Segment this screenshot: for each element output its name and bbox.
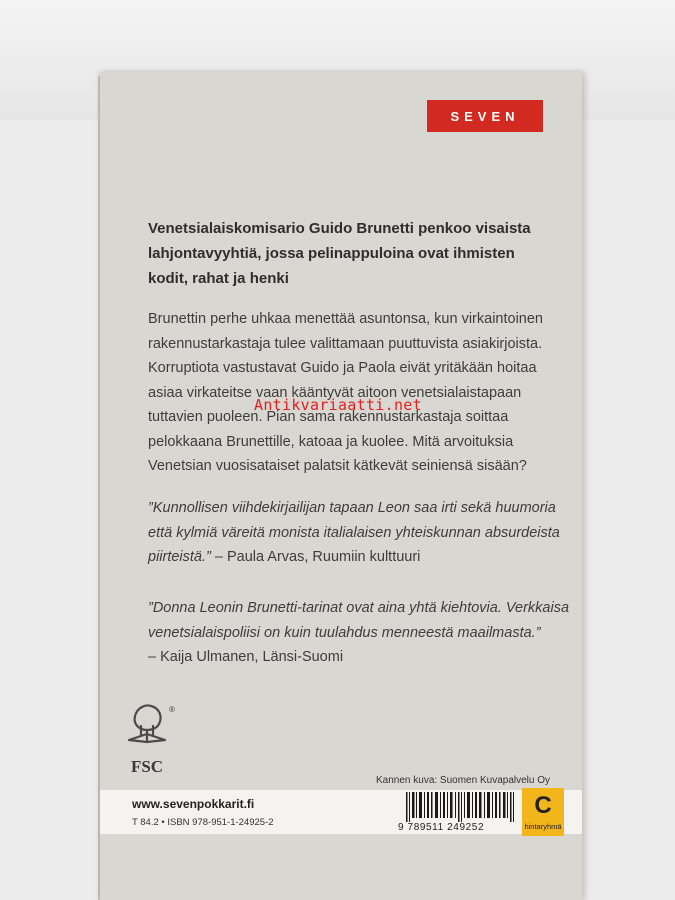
blurb-line: Korruptiota vastustavat Guido ja Paola eivät yritäkään hoitaa bbox=[148, 360, 537, 376]
review-quote-1 bbox=[148, 496, 558, 570]
fsc-text: FSC bbox=[130, 757, 164, 776]
quote-line: piirteistä.” bbox=[148, 549, 211, 565]
publisher-logo: SEVEN bbox=[427, 100, 543, 132]
quote-source: – Paula Arvas, Ruumiin kulttuuri bbox=[210, 549, 421, 565]
quote-line: venetsialaispoliisi on kuin tuulahdus menneestä maailmasta.” bbox=[148, 624, 541, 641]
lead-line: kodit, rahat ja henki bbox=[148, 270, 289, 287]
blurb-line: pelokkaana Brunettille, katoaa ja kuolee. Mitä arvoituksia bbox=[148, 433, 514, 450]
blurb-line: Brunettin perhe uhkaa menettää asuntonsa, kun virkaintoinen bbox=[148, 311, 543, 327]
blurb-line: rakennustarkastaja tulee valittamaan puuttuvista asiakirjoista. bbox=[148, 335, 543, 352]
lead-line: lahjontavyyhtiä, jossa pelinappuloina ovat ihmisten bbox=[148, 245, 515, 262]
lead-paragraph bbox=[148, 216, 548, 291]
website-link: www.sevenpokkarit.fi bbox=[132, 797, 255, 811]
barcode-icon bbox=[404, 792, 516, 822]
quote-line: ”Kunnollisen viihdekirjailijan tapaan Leon saa irti sekä huumoria bbox=[148, 500, 556, 516]
blurb-line: tuttavien puoleen. Pian sama rakennustarkastaja soittaa bbox=[148, 409, 509, 425]
quote-source: – Kaija Ulmanen, Länsi-Suomi bbox=[148, 649, 344, 665]
quote-line: että kylmiä väreitä monista italialaisen yhteiskunnan absurdeista bbox=[148, 524, 560, 541]
price-group-letter: C bbox=[534, 792, 552, 819]
fsc-logo-icon bbox=[115, 700, 179, 778]
barcode-number: 9 789511 249252 bbox=[398, 822, 485, 833]
quote-line: ”Donna Leonin Brunetti-tarinat ovat aina yhtä kiehtovia. Verkkaisa bbox=[148, 600, 570, 616]
blurb-paragraph bbox=[148, 307, 558, 479]
price-group-badge bbox=[522, 788, 564, 836]
lead-line: Venetsialaiskomisario Guido Brunetti penkoo visaista bbox=[148, 220, 531, 237]
price-group-label: hintaryhmä bbox=[524, 822, 562, 831]
cover-photo-credit: Kannen kuva: Suomen Kuvapalvelu Oy bbox=[376, 775, 550, 786]
review-quote-2 bbox=[148, 596, 570, 670]
blurb-line: asiaa virkateitse vaan kääntyvät aitoon venetsialaistapaan bbox=[148, 384, 522, 401]
isbn-text: T 84.2 • ISBN 978-951-1-24925-2 bbox=[132, 817, 274, 828]
fsc-registered: ® bbox=[169, 705, 175, 714]
watermark-text: Antikvariaatti.net bbox=[254, 396, 422, 414]
blurb-line: Venetsian vuosisataiset palatsit kätkevät seiniensä sisään? bbox=[148, 458, 527, 474]
